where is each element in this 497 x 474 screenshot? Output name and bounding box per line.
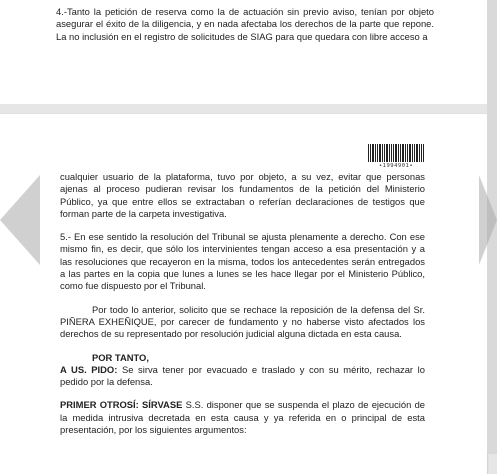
document-page-top	[0, 0, 487, 104]
document-page-main	[0, 114, 487, 474]
paragraph-continuation: cualquier usuario de la plataforma, tuvo por objeto, a su vez, evitar que personas ajenas al proceso pudieran revisar los fundamentos de la petición del Ministerio Público, ya que entre ellos se extractaban o referían declaraciones de testigos que forman parte de la carpeta investigativa.	[60, 171, 425, 219]
chevron-left-icon[interactable]	[0, 175, 40, 265]
barcode-icon	[368, 144, 424, 162]
paragraph-conclusion: Por todo lo anterior, solicito que se rechace la reposición de la defensa del Sr. PIÑERA EXHEÑIQUE, por carecer de fundamento y no haberse visto afectados los derechos de su representado por resolución judicial alguna dictada en esta causa.	[60, 303, 425, 340]
page-top-text-block	[56, 6, 434, 43]
otrosi-label: PRIMER OTROSÍ: SÍRVASE	[60, 399, 183, 411]
petition-label: A US. PIDO:	[60, 363, 118, 375]
petition-paragraph	[60, 364, 425, 389]
chevron-right-icon[interactable]	[479, 175, 497, 265]
barcode-number: •1994901•	[378, 163, 414, 169]
por-tanto-heading: POR TANTO,	[92, 351, 149, 363]
paragraph-4: 4.-Tanto la petición de reserva como la de actuación sin previo aviso, tenían por objeto asegurar el éxito de la diligencia, y en nada afectaba los derechos de la parte que repone. La no inclusión en el registro de solicitudes de SIAG para que quedara con libre acceso a	[56, 6, 434, 42]
otrosi-text: S.S. disponer que se suspenda el plazo de ejecución de la medida intrusiva decretada en esta causa y ya referida en o principal de esta presentación, por los siguientes argumentos:	[60, 399, 425, 436]
petition-text: Se sirva tener por evacuado e traslado y con su mérito, rechazar lo pedido por la defensa.	[60, 363, 425, 388]
paragraph-5: 5.- En ese sentido la resolución del Tribunal se ajusta plenamente a derecho. Con ese mismo fin, es decir, que sólo los intervinientes tengan acceso a esa presentación y a las resoluciones que recayeron en la misma, todos los antecedentes serán entregados a las partes en la copia que lunes a lunes se les hace llegar por el Ministerio Público, como fue dispuesto por el Tribunal.	[60, 231, 425, 292]
otrosi-paragraph	[60, 399, 425, 436]
page-main-text-block	[60, 171, 425, 447]
page-gap	[0, 104, 487, 114]
